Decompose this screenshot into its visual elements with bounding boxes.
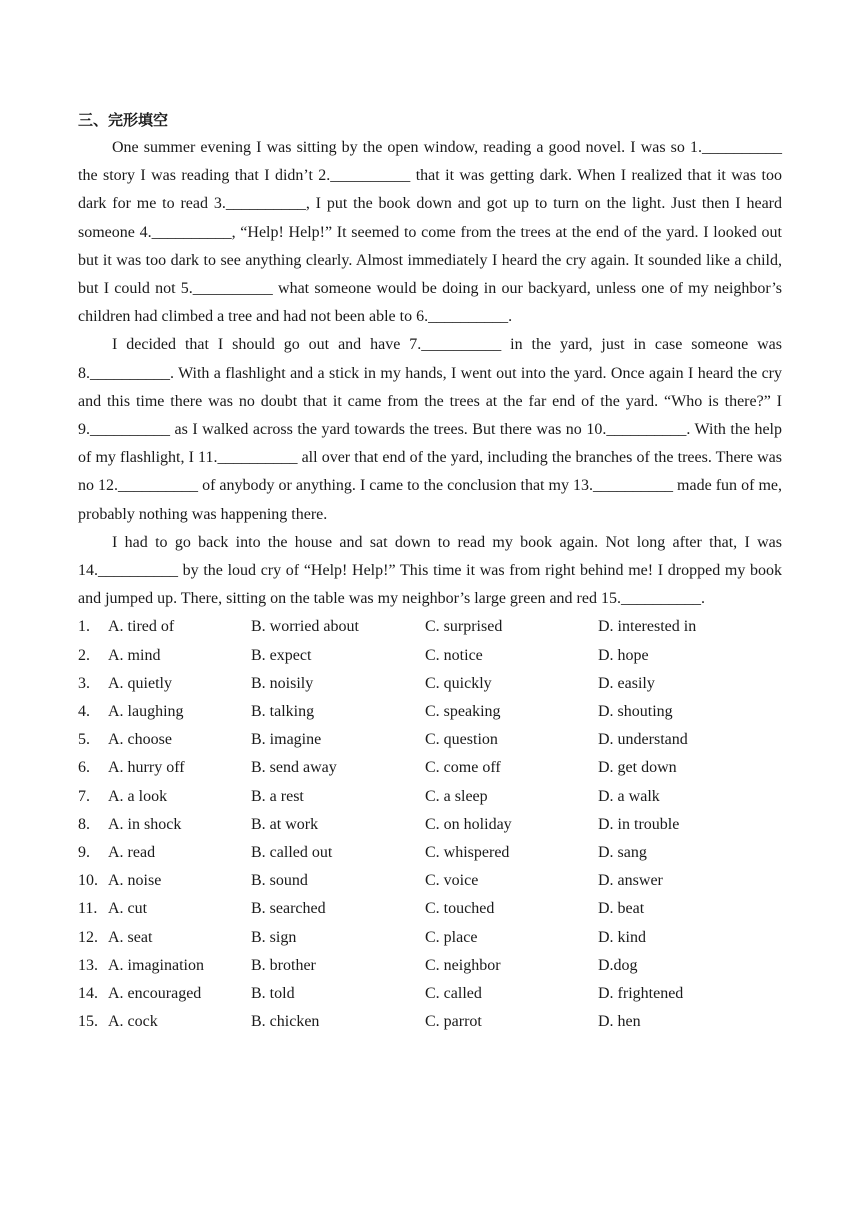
option-d: D. sang [598, 843, 647, 861]
option-row [78, 642, 782, 670]
question-number: 11. [78, 900, 98, 918]
option-d: D. get down [598, 759, 677, 777]
option-b: B. talking [251, 703, 315, 721]
option-b: B. sign [251, 928, 297, 946]
option-a: A. hurry off [108, 759, 185, 777]
option-a: A. in shock [108, 815, 182, 833]
option-c: C. notice [425, 646, 483, 664]
option-a: A. a look [108, 787, 168, 805]
option-b: B. sound [251, 872, 308, 890]
option-d: D. understand [598, 731, 688, 749]
option-d: D. hope [598, 646, 649, 664]
option-row [78, 783, 782, 811]
option-c: C. place [425, 928, 478, 946]
question-number: 13. [78, 956, 98, 974]
passage-paragraph-3: I had to go back into the house and sat down to read my book again. Not long after that, I was 14.__________ by the loud cry of “Help! Help!” This time it was from right behind me! I dropped my book and jumped up. There, sitting on the table was my neighbor’s large green and red 15.__________. [78, 533, 782, 608]
option-b: B. at work [251, 815, 319, 833]
option-c: C. on holiday [425, 815, 512, 833]
question-number: 8. [78, 815, 90, 833]
question-number: 6. [78, 759, 90, 777]
option-b: B. told [251, 984, 295, 1002]
option-row [78, 726, 782, 754]
option-d: D. frightened [598, 984, 684, 1002]
option-d: D. kind [598, 928, 646, 946]
option-b: B. chicken [251, 1013, 320, 1031]
option-b: B. called out [251, 843, 333, 861]
option-a: A. cock [108, 1013, 158, 1031]
question-number: 4. [78, 703, 90, 721]
option-c: C. speaking [425, 703, 501, 721]
option-c: C. a sleep [425, 787, 488, 805]
option-c: C. surprised [425, 618, 503, 636]
question-number: 3. [78, 674, 90, 692]
document-page [78, 106, 782, 1036]
option-d: D. a walk [598, 787, 660, 805]
option-c: C. parrot [425, 1013, 482, 1031]
question-number: 9. [78, 843, 90, 861]
option-row [78, 613, 782, 641]
option-d: D. easily [598, 674, 655, 692]
option-row [78, 980, 782, 1008]
option-b: B. imagine [251, 731, 322, 749]
option-row [78, 1008, 782, 1036]
option-a: A. read [108, 843, 156, 861]
question-number: 14. [78, 984, 98, 1002]
passage-paragraph-2: I decided that I should go out and have 7.__________ in the yard, just in case someone was 8.__________. With a flashlight and a stick in my hands, I went out into the yard. Once again I heard the cry and this time there was no doubt that it came from the trees at the far end of the yard. “Who is there?” I 9.__________ as I walked across the yard towards the trees. But there was no 10.__________. With the help of my flashlight, I 11.__________ all over that end of the yard, including the branches of the trees. There was no 12.__________ of anybody or anything. I came to the conclusion that my 13.__________ made fun of me, probably nothing was happening there. [78, 336, 782, 523]
option-a: A. encouraged [108, 984, 202, 1002]
question-number: 7. [78, 787, 90, 805]
question-number: 15. [78, 1013, 98, 1031]
option-a: A. imagination [108, 956, 204, 974]
option-a: A. tired of [108, 618, 175, 636]
section-title: 三、完形填空 [78, 111, 169, 129]
option-b: B. searched [251, 900, 326, 918]
question-number: 10. [78, 872, 98, 890]
option-a: A. seat [108, 928, 153, 946]
question-number: 1. [78, 618, 90, 636]
option-d: D. in trouble [598, 815, 680, 833]
option-row [78, 924, 782, 952]
option-row [78, 811, 782, 839]
option-d: D. hen [598, 1013, 641, 1031]
option-d: D. interested in [598, 618, 697, 636]
option-d: D. answer [598, 872, 663, 890]
option-a: A. choose [108, 731, 172, 749]
option-a: A. cut [108, 900, 148, 918]
option-c: C. quickly [425, 674, 492, 692]
option-row [78, 895, 782, 923]
question-number: 2. [78, 646, 90, 664]
option-a: A. noise [108, 872, 162, 890]
option-b: B. brother [251, 956, 316, 974]
option-c: C. question [425, 731, 498, 749]
option-c: C. whispered [425, 843, 510, 861]
option-b: B. noisily [251, 674, 314, 692]
option-c: C. called [425, 984, 482, 1002]
question-number: 5. [78, 731, 90, 749]
option-b: B. worried about [251, 618, 359, 636]
option-a: A. laughing [108, 703, 184, 721]
option-a: A. mind [108, 646, 161, 664]
question-number: 12. [78, 928, 98, 946]
option-c: C. voice [425, 872, 479, 890]
option-row [78, 839, 782, 867]
option-a: A. quietly [108, 674, 172, 692]
option-d: D.dog [598, 956, 638, 974]
option-c: C. come off [425, 759, 501, 777]
option-b: B. send away [251, 759, 337, 777]
option-row [78, 754, 782, 782]
passage-paragraph-1: One summer evening I was sitting by the open window, reading a good novel. I was so 1.__________ the story I was reading that I didn’t 2.__________ that it was getting dark. When I realized that it was too dark for me to read 3.__________, I put the book down and got up to turn on the light. Just then I heard someone 4.__________, “Help! Help!” It seemed to come from the trees at the end of the yard. I looked out but it was too dark to see anything clearly. Almost immediately I heard the cry again. It sounded like a child, but I could not 5.__________ what someone would be doing in our backyard, unless one of my neighbor’s children had climbed a tree and had not been able to 6.__________. [78, 139, 782, 326]
options-list [78, 613, 782, 1036]
option-row [78, 670, 782, 698]
option-d: D. beat [598, 900, 645, 918]
option-row [78, 698, 782, 726]
option-b: B. a rest [251, 787, 304, 805]
option-b: B. expect [251, 646, 312, 664]
option-row [78, 952, 782, 980]
option-d: D. shouting [598, 703, 673, 721]
option-c: C. touched [425, 900, 495, 918]
option-c: C. neighbor [425, 956, 501, 974]
option-row [78, 867, 782, 895]
